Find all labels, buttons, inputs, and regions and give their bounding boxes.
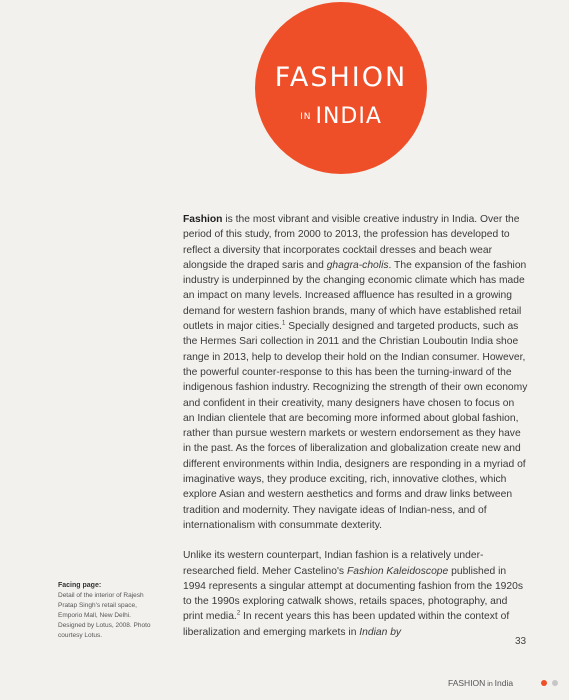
paragraph-1-text-a: is the most vibrant and visible creative industry in India. Over the period of this study, from 2000 to 2013, the profession has developed to reflect a diversity that incorporates cocktail dresses and beach wear alongside the draped saris and (183, 214, 520, 271)
paragraph-2-text-a: Unlike its western counterpart, Indian fashion is a relatively under-researched field. Meher Castelino's (183, 550, 484, 577)
caption-text: Detail of the interior of Rajesh Pratap Singh's retail space, Emporio Mall, New Delhi. Designed by Lotus, 2008. Photo courtesy Lotus. (58, 592, 151, 639)
paragraph-1 (183, 212, 528, 533)
title-circle (255, 2, 427, 174)
paragraph-1-text-b: . The expansion of the fashion industry is underpinned by the changing economic climate which has made an impact on many levels. Increased affluence has resulted in a growing demand for western fashion brands, many of which have established retail outlets in major cities. (183, 259, 527, 333)
paragraph-2-italic-b: Indian by (359, 626, 402, 638)
image-caption (58, 581, 158, 641)
paragraph-1-text-c: Specially designed and targeted products, such as the Hermes Sari collection in 2011 and the Christian Louboutin India shoe range in 2013, help to develop their hold on the Indian consumer. However, the powerful counter-response to this has been the turning-inward of the indigenous fashion industry. Recognizing the strength of their own economy and confident in their creativity, many designers have chosen to focus on an Indian clientele that are becoming more informed about global fashion, rather than pursue western markets or western endorsement as they have in the past. As the forces of liberalization and globalization create new and different environments within India, designers are responding in a myriad of imaginative ways, they produce exciting, rich, innovative clothes, which explore Asian and western aesthetics and forms and draw links between tradition and modernity. They navigate ideas of Indian-ness, and of internationalism with consummate dexterity. (183, 321, 528, 531)
footer-orange-dot (541, 680, 547, 686)
footer-india: India (494, 678, 514, 688)
footnote-ref-2: 2 (236, 611, 241, 617)
title-india-line (255, 104, 427, 129)
paragraph-2-text-c: In recent years this has been updated within the context of liberalization and emerging markets in (183, 611, 510, 638)
body-text (183, 212, 528, 640)
paragraph-2 (183, 548, 528, 640)
running-footer (448, 678, 513, 688)
caption-heading: Facing page: (58, 582, 102, 589)
page-number: 33 (515, 636, 527, 647)
title-india: INDIA (315, 104, 382, 129)
paragraph-2-text-b: published in 1994 represents a singular attempt at documenting fashion from the 1920s to the 1990s exploring catwalk shows, retails spaces, photography, and print media. (183, 565, 524, 623)
footer-grey-dot (552, 680, 558, 686)
title-in: IN (300, 112, 312, 122)
footnote-ref-1: 1 (282, 320, 286, 327)
title-fashion: FASHION (274, 62, 408, 93)
paragraph-2-italic-a: Fashion Kaleidoscope (346, 565, 449, 577)
lead-word: Fashion (183, 214, 223, 225)
footer-fashion: FASHION (448, 678, 486, 688)
paragraph-1-italic-a: ghagra-cholis (326, 259, 389, 271)
footer-in: in (485, 681, 495, 688)
